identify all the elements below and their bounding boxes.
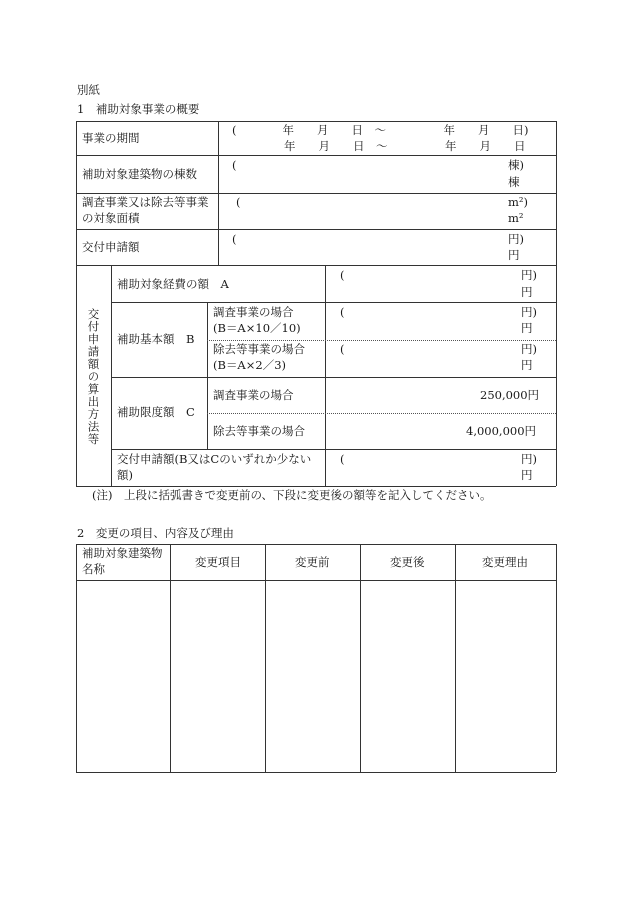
area-label-1: 調査事業又は除去等事業 (82, 195, 209, 209)
period-line2: 年 月 日 ～ 年 月 日 (284, 139, 526, 153)
area-unit2: m² (508, 211, 524, 225)
base-removal-label-2: (B＝A×2／3) (213, 358, 286, 372)
period-line1: ( 年 月 日 ～ 年 月 日) (232, 123, 529, 137)
attachment-label: 別紙 (77, 83, 100, 97)
eligible-unit2: 円 (521, 285, 533, 299)
final-open: ( (340, 452, 345, 466)
period-label: 事業の期間 (82, 131, 140, 145)
eligible-unit1: 円) (521, 268, 537, 282)
header-before: 変更前 (295, 555, 330, 569)
section2-heading: 2 変更の項目、内容及び理由 (77, 526, 234, 540)
limit-removal-value: 4,000,000円 (466, 424, 537, 438)
final-unit1: 円) (521, 452, 537, 466)
note-text: (注) 上段に括弧書きで変更前の、下段に変更後の額等を記入してください。 (92, 488, 492, 502)
area-unit1: m²) (508, 195, 529, 209)
buildings-label: 補助対象建築物の棟数 (82, 167, 197, 181)
limit-survey-label: 調査事業の場合 (213, 388, 294, 402)
base-survey-unit2: 円 (521, 321, 533, 335)
base-removal-label-1: 除去等事業の場合 (213, 342, 305, 356)
final-label-2: 額) (117, 468, 133, 482)
base-removal-unit1: 円) (521, 342, 537, 356)
method-label: 交付申請額の算出方法等 (86, 308, 101, 446)
base-survey-unit1: 円) (521, 305, 537, 319)
grant-label: 交付申請額 (82, 240, 140, 254)
base-removal-open: ( (340, 342, 345, 356)
final-unit2: 円 (521, 468, 533, 482)
grant-unit1: 円) (508, 232, 524, 246)
eligible-open: ( (340, 268, 345, 282)
header-change-item: 変更項目 (195, 555, 241, 569)
buildings-open: ( (232, 158, 237, 172)
grant-open: ( (232, 232, 237, 246)
base-removal-unit2: 円 (521, 358, 533, 372)
base-survey-label-2: (B＝A×10／10) (213, 321, 301, 335)
area-open: ( (236, 195, 241, 209)
base-survey-open: ( (340, 305, 345, 319)
buildings-unit1: 棟) (508, 158, 524, 172)
header-reason: 変更理由 (482, 555, 528, 569)
header-after: 変更後 (390, 555, 425, 569)
header-building-name-2: 名称 (82, 562, 105, 576)
header-building-name-1: 補助対象建築物 (82, 546, 163, 560)
buildings-unit2: 棟 (508, 175, 520, 189)
final-label-1: 交付申請額(B又はCのいずれか少ない (117, 452, 312, 466)
section1-heading: 1 補助対象事業の概要 (77, 102, 200, 116)
base-survey-label-1: 調査事業の場合 (213, 305, 294, 319)
base-label: 補助基本額 B (117, 332, 195, 346)
area-label-2: の対象面積 (82, 211, 140, 225)
limit-survey-value: 250,000円 (480, 388, 540, 402)
limit-label: 補助限度額 C (117, 405, 195, 419)
eligible-label: 補助対象経費の額 A (117, 277, 229, 291)
grant-unit2: 円 (508, 248, 520, 262)
limit-removal-label: 除去等事業の場合 (213, 424, 305, 438)
